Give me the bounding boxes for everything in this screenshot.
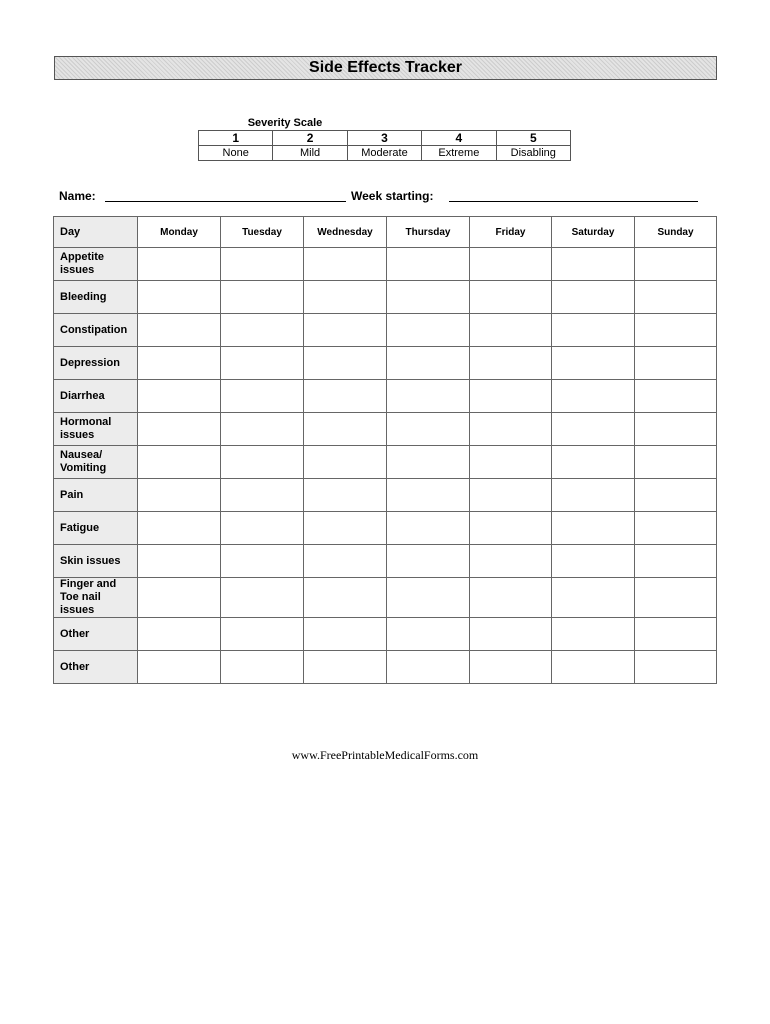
table-row — [54, 413, 717, 446]
entry-cell-saturday[interactable] — [552, 578, 635, 618]
side-effect-label: Skin issues — [54, 545, 138, 578]
table-row — [54, 281, 717, 314]
severity-level-word: Mild — [273, 146, 347, 161]
severity-level-word: Extreme — [422, 146, 496, 161]
entry-cell-friday[interactable] — [470, 446, 552, 479]
entry-cell-monday[interactable] — [138, 618, 221, 651]
entry-cell-friday[interactable] — [470, 347, 552, 380]
entry-cell-friday[interactable] — [470, 479, 552, 512]
entry-cell-tuesday[interactable] — [221, 248, 304, 281]
entry-cell-sunday[interactable] — [635, 281, 717, 314]
footer-url: www.FreePrintableMedicalForms.com — [291, 748, 479, 762]
entry-cell-sunday[interactable] — [635, 380, 717, 413]
entry-cell-sunday[interactable] — [635, 578, 717, 618]
title-bar — [54, 56, 717, 80]
side-effect-label: Other — [54, 618, 138, 651]
entry-cell-saturday[interactable] — [552, 413, 635, 446]
week-starting-field[interactable] — [449, 201, 698, 202]
entry-cell-saturday[interactable] — [552, 347, 635, 380]
entry-cell-tuesday[interactable] — [221, 651, 304, 684]
entry-cell-monday[interactable] — [138, 314, 221, 347]
entry-cell-monday[interactable] — [138, 512, 221, 545]
side-effect-label: Depression — [54, 347, 138, 380]
entry-cell-thursday[interactable] — [387, 651, 470, 684]
entry-cell-tuesday[interactable] — [221, 413, 304, 446]
name-field[interactable] — [105, 201, 346, 202]
entry-cell-monday[interactable] — [138, 347, 221, 380]
entry-cell-sunday[interactable] — [635, 446, 717, 479]
day-header-thursday: Thursday — [387, 217, 470, 248]
side-effect-label: Constipation — [54, 314, 138, 347]
entry-cell-thursday[interactable] — [387, 347, 470, 380]
entry-cell-saturday[interactable] — [552, 651, 635, 684]
table-row — [54, 578, 717, 618]
severity-level-word: Moderate — [347, 146, 421, 161]
entry-cell-tuesday[interactable] — [221, 314, 304, 347]
entry-cell-monday[interactable] — [138, 446, 221, 479]
entry-cell-tuesday[interactable] — [221, 545, 304, 578]
side-effects-table — [53, 216, 717, 684]
side-effect-label: Nausea/ Vomiting — [54, 446, 138, 479]
day-header-monday: Monday — [138, 217, 221, 248]
entry-cell-friday[interactable] — [470, 651, 552, 684]
day-header-tuesday: Tuesday — [221, 217, 304, 248]
severity-level-word: None — [199, 146, 273, 161]
entry-cell-thursday[interactable] — [387, 281, 470, 314]
entry-cell-saturday[interactable] — [552, 380, 635, 413]
entry-cell-thursday[interactable] — [387, 248, 470, 281]
entry-cell-saturday[interactable] — [552, 281, 635, 314]
table-row — [54, 380, 717, 413]
entry-cell-friday[interactable] — [470, 545, 552, 578]
entry-cell-friday[interactable] — [470, 578, 552, 618]
entry-cell-saturday[interactable] — [552, 314, 635, 347]
side-effect-label: Finger and Toe nail issues — [54, 578, 138, 618]
entry-cell-wednesday[interactable] — [304, 314, 387, 347]
entry-cell-wednesday[interactable] — [304, 545, 387, 578]
entry-cell-tuesday[interactable] — [221, 380, 304, 413]
name-label: Name: — [59, 189, 96, 203]
entry-cell-wednesday[interactable] — [304, 512, 387, 545]
entry-cell-thursday[interactable] — [387, 314, 470, 347]
severity-word-row — [199, 146, 571, 161]
entry-cell-friday[interactable] — [470, 512, 552, 545]
entry-cell-wednesday[interactable] — [304, 281, 387, 314]
table-row — [54, 446, 717, 479]
entry-cell-saturday[interactable] — [552, 618, 635, 651]
table-row — [54, 347, 717, 380]
entry-cell-tuesday[interactable] — [221, 347, 304, 380]
entry-cell-monday[interactable] — [138, 248, 221, 281]
side-effect-label: Other — [54, 651, 138, 684]
entry-cell-sunday[interactable] — [635, 248, 717, 281]
table-row — [54, 479, 717, 512]
entry-cell-wednesday[interactable] — [304, 248, 387, 281]
day-header-friday: Friday — [470, 217, 552, 248]
entry-cell-thursday[interactable] — [387, 380, 470, 413]
week-starting-label: Week starting: — [351, 189, 434, 203]
table-row — [54, 512, 717, 545]
entry-cell-friday[interactable] — [470, 314, 552, 347]
entry-cell-sunday[interactable] — [635, 347, 717, 380]
entry-cell-tuesday[interactable] — [221, 512, 304, 545]
entry-cell-monday[interactable] — [138, 651, 221, 684]
day-header-wednesday: Wednesday — [304, 217, 387, 248]
entry-cell-monday[interactable] — [138, 281, 221, 314]
entry-cell-wednesday[interactable] — [304, 651, 387, 684]
entry-cell-sunday[interactable] — [635, 651, 717, 684]
table-row — [54, 651, 717, 684]
entry-cell-wednesday[interactable] — [304, 380, 387, 413]
entry-cell-sunday[interactable] — [635, 314, 717, 347]
severity-level-number: 4 — [422, 131, 496, 146]
entry-cell-wednesday[interactable] — [304, 347, 387, 380]
table-row — [54, 545, 717, 578]
entry-cell-thursday[interactable] — [387, 446, 470, 479]
entry-cell-wednesday[interactable] — [304, 479, 387, 512]
side-effect-label: Bleeding — [54, 281, 138, 314]
entry-cell-monday[interactable] — [138, 413, 221, 446]
side-effect-label: Fatigue — [54, 512, 138, 545]
entry-cell-wednesday[interactable] — [304, 618, 387, 651]
table-header-row — [54, 217, 717, 248]
entry-cell-sunday[interactable] — [635, 545, 717, 578]
side-effect-label: Hormonal issues — [54, 413, 138, 446]
entry-cell-tuesday[interactable] — [221, 618, 304, 651]
severity-level-number: 2 — [273, 131, 347, 146]
entry-cell-monday[interactable] — [138, 380, 221, 413]
severity-number-row — [199, 131, 571, 146]
severity-level-number: 5 — [496, 131, 570, 146]
entry-cell-thursday[interactable] — [387, 545, 470, 578]
table-row — [54, 314, 717, 347]
entry-cell-saturday[interactable] — [552, 545, 635, 578]
entry-cell-wednesday[interactable] — [304, 446, 387, 479]
entry-cell-saturday[interactable] — [552, 479, 635, 512]
entry-cell-wednesday[interactable] — [304, 413, 387, 446]
day-header-sunday: Sunday — [635, 217, 717, 248]
entry-cell-thursday[interactable] — [387, 578, 470, 618]
entry-cell-tuesday[interactable] — [221, 446, 304, 479]
table-row — [54, 618, 717, 651]
entry-cell-sunday[interactable] — [635, 413, 717, 446]
table-row — [54, 248, 717, 281]
entry-cell-monday[interactable] — [138, 479, 221, 512]
side-effect-label: Diarrhea — [54, 380, 138, 413]
entry-cell-friday[interactable] — [470, 281, 552, 314]
entry-cell-thursday[interactable] — [387, 618, 470, 651]
entry-cell-friday[interactable] — [470, 618, 552, 651]
entry-cell-friday[interactable] — [470, 248, 552, 281]
entry-cell-tuesday[interactable] — [221, 479, 304, 512]
entry-cell-monday[interactable] — [138, 545, 221, 578]
severity-scale-table — [198, 130, 571, 161]
severity-level-number: 1 — [199, 131, 273, 146]
entry-cell-monday[interactable] — [138, 578, 221, 618]
severity-scale-label: Severity Scale — [247, 117, 323, 129]
entry-cell-tuesday[interactable] — [221, 281, 304, 314]
entry-cell-saturday[interactable] — [552, 248, 635, 281]
entry-cell-saturday[interactable] — [552, 512, 635, 545]
entry-cell-friday[interactable] — [470, 413, 552, 446]
page-title: Side Effects Tracker — [309, 59, 462, 76]
entry-cell-friday[interactable] — [470, 380, 552, 413]
side-effect-label: Pain — [54, 479, 138, 512]
entry-cell-tuesday[interactable] — [221, 578, 304, 618]
entry-cell-thursday[interactable] — [387, 413, 470, 446]
severity-level-number: 3 — [347, 131, 421, 146]
day-column-header: Day — [54, 217, 138, 248]
day-header-saturday: Saturday — [552, 217, 635, 248]
severity-level-word: Disabling — [496, 146, 570, 161]
entry-cell-saturday[interactable] — [552, 446, 635, 479]
entry-cell-sunday[interactable] — [635, 512, 717, 545]
entry-cell-sunday[interactable] — [635, 618, 717, 651]
entry-cell-thursday[interactable] — [387, 479, 470, 512]
entry-cell-wednesday[interactable] — [304, 578, 387, 618]
name-week-row — [59, 188, 719, 206]
entry-cell-sunday[interactable] — [635, 479, 717, 512]
side-effect-label: Appetite issues — [54, 248, 138, 281]
entry-cell-thursday[interactable] — [387, 512, 470, 545]
